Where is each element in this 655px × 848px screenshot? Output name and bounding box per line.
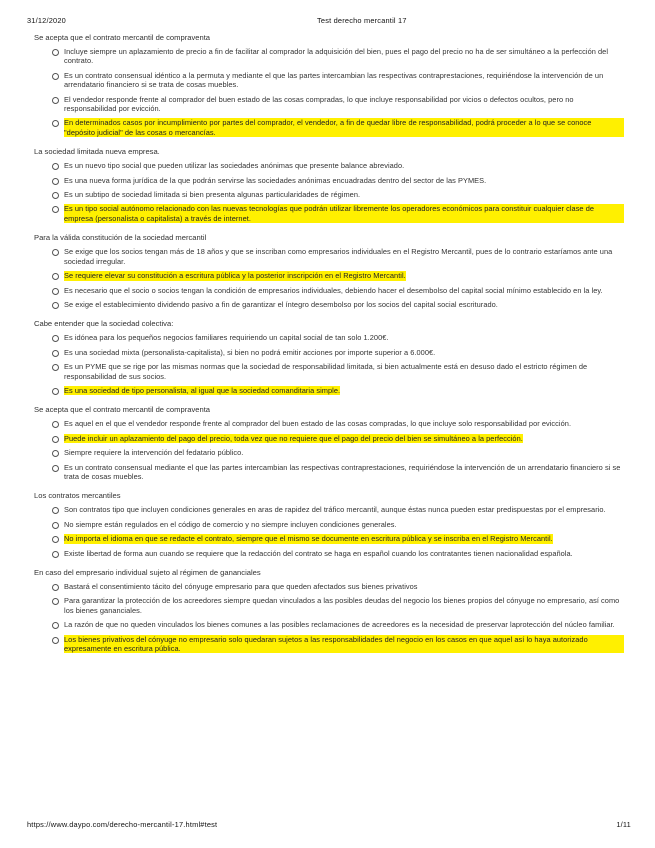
radio-button-icon[interactable] bbox=[52, 273, 59, 280]
question-title: Los contratos mercantiles bbox=[34, 491, 121, 501]
question-title: En caso del empresario individual sujeto al régimen de gananciales bbox=[34, 568, 261, 577]
question-title: Para la válida constitución de la sociedad mercantil bbox=[34, 233, 207, 243]
answer-option[interactable] bbox=[52, 582, 624, 591]
answer-text-highlighted: Los bienes privativos del cónyuge no empresario solo quedaran sujetos a las responsabilidades del negocio en los casos en que aquel así lo haya autorizado expresamente en escritura pública. bbox=[64, 635, 624, 654]
answer-text: Es un contrato consensual mediante el que las partes intercambian las respectivas contraprestaciones, requiriéndose la intervención de un arrendatario financiero si se trata de cosas muebles. bbox=[64, 462, 621, 481]
print-date: 31/12/2020 bbox=[27, 16, 66, 25]
answer-text: Es un contrato consensual idéntico a la permuta y mediante el que las partes intercambian las respectivas contraprestaciones, requiriéndose la intervención de un arrendatario financiero si se trata de cosas muebles. bbox=[64, 70, 604, 90]
question-title: Cabe entender que la sociedad colectiva: bbox=[34, 319, 174, 329]
radio-button-icon[interactable] bbox=[52, 450, 59, 457]
answer-option[interactable] bbox=[52, 300, 624, 309]
page-title: Test derecho mercantil 17 bbox=[317, 16, 407, 25]
answer-text: Es aquel en el que el vendedor responde frente al comprador del buen estado de las cosas compradas, lo que incluye solo responsabilidad por evicción. bbox=[64, 419, 572, 429]
page-number: 1/11 bbox=[616, 820, 631, 829]
radio-button-icon[interactable] bbox=[52, 421, 59, 428]
question-title: Se acepta que el contrato mercantil de compraventa bbox=[34, 33, 211, 42]
answer-text: Es necesario que el socio o socios tengan la condición de empresarios individuales, debiendo hacer el desembolso del capital social mínimo establecido en la ley. bbox=[64, 285, 603, 295]
page-url[interactable]: https://www.daypo.com/derecho-mercantil-17.html#test bbox=[27, 820, 218, 829]
answer-option[interactable] bbox=[52, 348, 624, 357]
answer-option[interactable] bbox=[52, 95, 624, 114]
radio-button-icon[interactable] bbox=[52, 120, 59, 127]
radio-button-icon[interactable] bbox=[52, 350, 59, 357]
answer-text: No siempre están regulados en el código de comercio y no siempre incluyen condiciones generales. bbox=[64, 519, 397, 529]
answer-text: El vendedor responde frente al comprador del buen estado de las cosas compradas, lo que incluye responsabilidad por vicios o defectos ocultos, pero no responsabilidad por evicción. bbox=[64, 94, 574, 114]
answer-text: Es un nuevo tipo social que pueden utilizar las sociedades anónimas que presente balance abreviado. bbox=[64, 161, 405, 171]
answer-text-highlighted: En determinados casos por incumplimiento por partes del comprador, el vendedor, a fin de quedar libre de responsabilidad, podrá proceder a lo que se conoce "depósito judicial" de las cosas o mercancías. bbox=[64, 118, 624, 137]
radio-button-icon[interactable] bbox=[52, 584, 59, 591]
answer-option[interactable] bbox=[52, 333, 624, 342]
radio-button-icon[interactable] bbox=[52, 163, 59, 170]
question-title: Se acepta que el contrato mercantil de compraventa bbox=[34, 405, 211, 415]
question-block bbox=[34, 405, 624, 481]
radio-button-icon[interactable] bbox=[52, 97, 59, 104]
answer-option[interactable] bbox=[52, 463, 624, 482]
test-content bbox=[34, 33, 624, 663]
radio-button-icon[interactable] bbox=[52, 507, 59, 514]
answer-text: Es una sociedad mixta (personalista-capitalista), si bien no podrá emitir acciones por importe superior a 6.000€. bbox=[64, 347, 436, 357]
radio-button-icon[interactable] bbox=[52, 73, 59, 80]
radio-button-icon[interactable] bbox=[52, 522, 59, 529]
radio-button-icon[interactable] bbox=[52, 302, 59, 309]
answer-text: Es una nueva forma jurídica de la que podrán servirse las sociedades anónimas encuadradas dentro del sector de las PYMES. bbox=[64, 175, 487, 185]
answer-text: Es un subtipo de sociedad limitada si bien presenta algunas particularidades de régimen. bbox=[64, 190, 361, 200]
question-block bbox=[34, 319, 624, 395]
radio-button-icon[interactable] bbox=[52, 335, 59, 342]
answer-option[interactable] bbox=[52, 71, 624, 90]
answer-option[interactable] bbox=[52, 505, 624, 514]
answer-text: Se exige que los socios tengan más de 18 años y que se inscriban como empresarios individuales en el Registro Mercantil, pues de lo contrario estaríamos ante una sociedad irregular. bbox=[64, 247, 613, 266]
answer-option[interactable] bbox=[52, 118, 624, 137]
answer-text: Es un PYME que se rige por las mismas normas que la sociedad de responsabilidad limitada, si bien actualmente está en desuso dado el estricto régimen de responsabilidad de sus socios. bbox=[64, 362, 588, 381]
answer-text-highlighted: Puede incluir un aplazamiento del pago del precio, toda vez que no requiere que el pago del precio del bien se simultáneo a la perfección. bbox=[64, 433, 523, 443]
answer-option[interactable] bbox=[52, 286, 624, 295]
radio-button-icon[interactable] bbox=[52, 288, 59, 295]
answer-option[interactable] bbox=[52, 635, 624, 654]
answer-option[interactable] bbox=[52, 596, 624, 615]
radio-button-icon[interactable] bbox=[52, 206, 59, 213]
question-title: La sociedad limitada nueva empresa. bbox=[34, 147, 160, 157]
answer-text-highlighted: No importa el idioma en que se redacte el contrato, siempre que el mismo se documente en escritura pública y se inscriba en el Registro Mercantil. bbox=[64, 534, 553, 544]
answer-text: Siempre requiere la intervención del fedatario público. bbox=[64, 448, 244, 458]
answer-text: Incluye siempre un aplazamiento de precio a fin de facilitar al comprador la adquisición del bien, pues el pago del precio no ha de ser simultáneo a la perfección del contrato. bbox=[64, 47, 609, 66]
question-block bbox=[34, 233, 624, 309]
answer-text-highlighted: Se requiere elevar su constitución a escritura pública y la posterior inscripción en el Registro Mercantil. bbox=[64, 271, 406, 281]
radio-button-icon[interactable] bbox=[52, 364, 59, 371]
radio-button-icon[interactable] bbox=[52, 551, 59, 558]
answer-option[interactable] bbox=[52, 204, 624, 223]
question-block bbox=[34, 33, 624, 137]
radio-button-icon[interactable] bbox=[52, 465, 59, 472]
answer-text-highlighted: Es una sociedad de tipo personalista, al igual que la sociedad comanditaria simple. bbox=[64, 385, 341, 395]
question-block bbox=[34, 568, 624, 653]
answer-option[interactable] bbox=[52, 534, 624, 543]
answer-text: Existe libertad de forma aun cuando se requiere que la redacción del contrato se haga en español cuando los contratantes tienen nacionalidad española. bbox=[64, 548, 573, 558]
answer-option[interactable] bbox=[52, 386, 624, 395]
answer-text: Es idónea para los pequeños negocios familiares requiriendo un capital social de tan solo 1.200€. bbox=[64, 333, 389, 343]
answer-text: La razón de que no queden vinculados los bienes comunes a las posibles reclamaciones de acreedores es la necesidad de preservar laprotección del núcleo familiar. bbox=[64, 620, 615, 630]
answer-option[interactable] bbox=[52, 47, 624, 66]
answer-text: Bastará el consentimiento tácito del cónyuge empresario para que queden afectados sus bienes privativos bbox=[64, 582, 418, 591]
answer-text: Son contratos tipo que incluyen condiciones generales en aras de rapidez del tráfico mercantil, aunque éstas nunca pueden estar predispuestas por el empresario. bbox=[64, 505, 606, 515]
answer-option[interactable] bbox=[52, 549, 624, 558]
answer-option[interactable] bbox=[52, 247, 624, 266]
answer-option[interactable] bbox=[52, 434, 624, 443]
radio-button-icon[interactable] bbox=[52, 49, 59, 56]
answer-text-highlighted: Es un tipo social autónomo relacionado con las nuevas tecnologías que podrán utilizar libremente los operadores económicos para constituir cualquier clase de empresa (personalista o capitalista) a través de internet. bbox=[64, 204, 624, 223]
answer-option[interactable] bbox=[52, 190, 624, 199]
radio-button-icon[interactable] bbox=[52, 637, 59, 644]
radio-button-icon[interactable] bbox=[52, 192, 59, 199]
question-block bbox=[34, 147, 624, 223]
radio-button-icon[interactable] bbox=[52, 178, 59, 185]
answer-option[interactable] bbox=[52, 161, 624, 170]
answer-option[interactable] bbox=[52, 419, 624, 428]
answer-text: Se exige el establecimiento dividendo pasivo a fin de garantizar el íntegro desembolso por los socios del capital social escriturado. bbox=[64, 299, 498, 309]
radio-button-icon[interactable] bbox=[52, 436, 59, 443]
answer-option[interactable] bbox=[52, 362, 624, 381]
page-footer bbox=[27, 820, 631, 832]
radio-button-icon[interactable] bbox=[52, 622, 59, 629]
answer-text: Para garantizar la protección de los acreedores siempre quedan vinculados a las posibles deudas del negocio los bienes propios del cónyuge no empresario, así como los bienes gananciales. bbox=[64, 596, 620, 615]
answer-option[interactable] bbox=[52, 176, 624, 185]
answer-option[interactable] bbox=[52, 448, 624, 457]
answer-option[interactable] bbox=[52, 520, 624, 529]
radio-button-icon[interactable] bbox=[52, 598, 59, 605]
radio-button-icon[interactable] bbox=[52, 388, 59, 395]
answer-option[interactable] bbox=[52, 620, 624, 629]
answer-option[interactable] bbox=[52, 271, 624, 280]
radio-button-icon[interactable] bbox=[52, 249, 59, 256]
radio-button-icon[interactable] bbox=[52, 536, 59, 543]
question-block bbox=[34, 491, 624, 558]
page-header bbox=[27, 16, 631, 28]
